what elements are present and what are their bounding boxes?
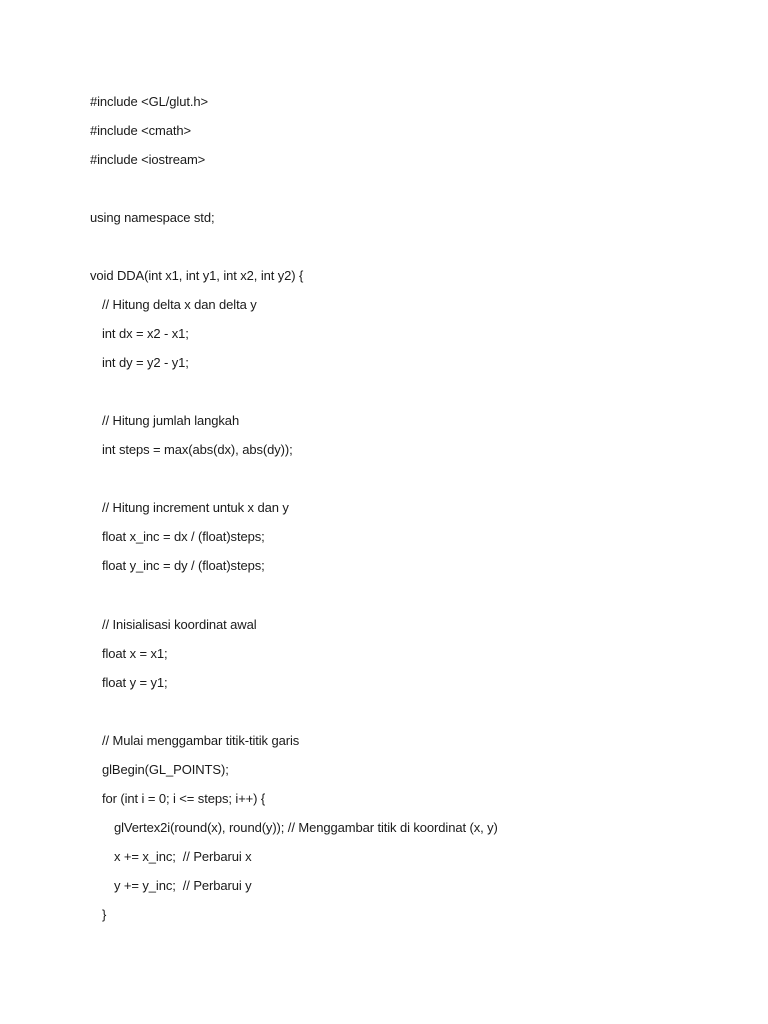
- code-line-comment-init: // Inisialisasi koordinat awal: [102, 617, 257, 632]
- code-line-y-update: y += y_inc; // Perbarui y: [114, 878, 252, 893]
- code-line-closing-brace: }: [102, 907, 107, 922]
- code-line-float-y: float y = y1;: [102, 675, 168, 690]
- code-line-steps: int steps = max(abs(dx), abs(dy));: [102, 442, 293, 457]
- code-line-glvertex: glVertex2i(round(x), round(y)); // Menggambar titik di koordinat (x, y): [114, 820, 498, 835]
- code-line-comment-delta: // Hitung delta x dan delta y: [102, 297, 257, 312]
- code-line-glbegin: glBegin(GL_POINTS);: [102, 762, 229, 777]
- code-line-float-x: float x = x1;: [102, 646, 168, 661]
- code-line-include-cmath: #include <cmath>: [90, 123, 192, 138]
- code-line-for-loop: for (int i = 0; i <= steps; i++) {: [102, 791, 266, 806]
- code-line-comment-draw: // Mulai menggambar titik-titik garis: [102, 733, 300, 748]
- code-line-using-namespace: using namespace std;: [90, 210, 215, 225]
- code-line-dy: int dy = y2 - y1;: [102, 355, 189, 370]
- code-line-include-glut: #include <GL/glut.h>: [90, 94, 208, 109]
- code-line-y-inc: float y_inc = dy / (float)steps;: [102, 558, 265, 573]
- code-line-x-update: x += x_inc; // Perbarui x: [114, 849, 252, 864]
- code-line-comment-increment: // Hitung increment untuk x dan y: [102, 500, 289, 515]
- code-line-function-signature: void DDA(int x1, int y1, int x2, int y2) {: [90, 268, 304, 283]
- code-line-x-inc: float x_inc = dx / (float)steps;: [102, 529, 265, 544]
- code-line-dx: int dx = x2 - x1;: [102, 326, 189, 341]
- code-line-include-iostream: #include <iostream>: [90, 152, 206, 167]
- code-line-comment-steps: // Hitung jumlah langkah: [102, 413, 240, 428]
